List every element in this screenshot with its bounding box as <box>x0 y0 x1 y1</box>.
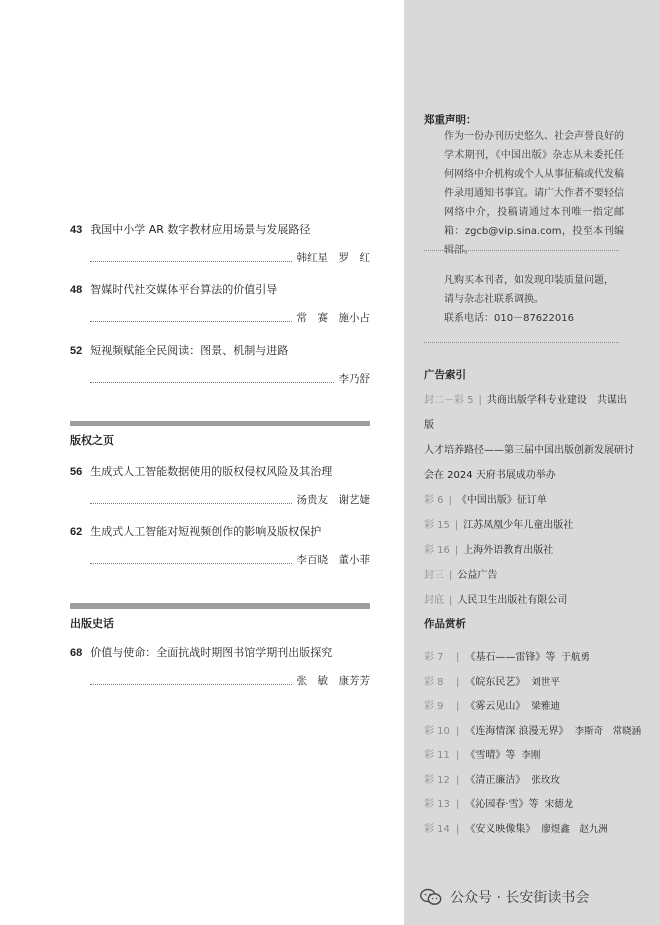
works-item[interactable]: 彩 8 | 《皖东民艺》 刘世平 <box>424 671 654 696</box>
section-title-history: 出版史话 <box>70 617 114 630</box>
works-artist: 李斯奇 常晓涵 <box>574 725 642 737</box>
watermark-text: 公众号 · 长安街读书会 <box>450 890 590 906</box>
dotted-divider <box>424 250 619 251</box>
watermark <box>420 884 589 910</box>
page-number: 68 <box>70 647 83 659</box>
article-authors: 韩红星 罗 红 <box>293 250 371 265</box>
article-title: 生成式人工智能对短视频创作的影响及版权保护 <box>90 525 322 538</box>
ad-text: 共商出版学科专业建设 共谋出版 <box>424 395 627 431</box>
ad-page-tag: 彩 16 <box>424 545 450 556</box>
ad-text: 公益广告 <box>457 570 498 581</box>
toc-entry-56[interactable] <box>70 463 370 507</box>
purchase-phone: 联系电话：010－87622016 <box>444 313 574 324</box>
works-item[interactable]: 彩 13 | 《沁园春·雪》等 宋德龙 <box>424 793 654 818</box>
works-page-tag: 彩 8 <box>424 676 444 688</box>
works-page-tag: 彩 10 <box>424 725 450 737</box>
ad-text: 上海外语教育出版社 <box>463 545 554 556</box>
works-page-tag: 彩 9 <box>424 701 444 712</box>
ad-entry[interactable]: 彩 6 | 《中国出版》征订单 <box>424 495 547 506</box>
ad-text: 江苏凤凰少年儿童出版社 <box>463 520 574 531</box>
works-item[interactable]: 彩 11 | 《雪晴》等 李刚 <box>424 744 654 769</box>
notice-heading: 郑重声明： <box>424 114 477 126</box>
ad-entry-continued: 人才培养路径——第三届中国出版创新发展研讨 <box>424 445 634 456</box>
works-page-tag: 彩 13 <box>424 799 450 810</box>
works-list <box>424 646 654 842</box>
works-page-tag: 彩 7 <box>424 652 444 663</box>
ad-text: 人民卫生出版社有限公司 <box>457 595 568 606</box>
article-authors: 常 赛 施小占 <box>293 310 371 325</box>
purchase-line-2: 请与杂志社联系调换。 <box>444 294 544 305</box>
article-title: 短视频赋能全民阅读：图景、机制与进路 <box>90 344 289 357</box>
works-item[interactable]: 彩 10 | 《连海情深 浪漫无界》 李斯奇 常晓涵 <box>424 720 654 745</box>
works-item[interactable]: 彩 12 | 《清正廉洁》 张玫玫 <box>424 769 654 794</box>
works-title: 《安义映像集》 <box>465 823 536 835</box>
works-item[interactable]: 彩 14 | 《安义映像集》 廖煜鑫 赵九洲 <box>424 818 654 843</box>
article-authors: 李乃舒 <box>335 371 371 386</box>
toc-entry-52[interactable] <box>70 342 370 386</box>
ad-entry[interactable]: 封二－彩 5 | 共商出版学科专业建设 共谋出版 <box>424 395 627 431</box>
section-title-copyright: 版权之页 <box>70 434 114 447</box>
toc-entry-68[interactable] <box>70 644 370 688</box>
works-page-tag: 彩 12 <box>424 774 450 786</box>
section-divider <box>70 603 370 609</box>
works-title: 《雾云见山》 <box>465 701 526 712</box>
works-title: 《雪晴》等 <box>465 750 516 761</box>
ad-entry[interactable]: 彩 16 | 上海外语教育出版社 <box>424 545 554 556</box>
works-artist: 张玫玫 <box>531 774 560 786</box>
page-number: 62 <box>70 526 83 538</box>
page-number: 43 <box>70 224 83 236</box>
page-number: 52 <box>70 345 83 357</box>
dotted-divider <box>424 342 619 343</box>
ad-entry[interactable]: 封底 | 人民卫生出版社有限公司 <box>424 595 568 606</box>
works-artist: 刘世平 <box>531 676 560 688</box>
works-title: 《皖东民艺》 <box>465 676 526 688</box>
ad-entry[interactable]: 封三 | 公益广告 <box>424 570 498 581</box>
works-title: 《沁园春·雪》等 <box>465 799 539 810</box>
ad-page-tag: 彩 6 <box>424 495 444 506</box>
page-number: 48 <box>70 284 83 296</box>
page-number: 56 <box>70 466 83 478</box>
article-authors: 汤贵友 谢艺婕 <box>293 492 371 507</box>
works-artist: 梁雅迪 <box>531 701 560 712</box>
works-artist: 于航勇 <box>561 652 590 663</box>
works-title: 《清正廉洁》 <box>465 774 526 786</box>
ad-page-tag: 封底 <box>424 595 444 606</box>
works-title: 《连海情深 浪漫无界》 <box>465 725 569 737</box>
ads-heading: 广告索引 <box>424 369 466 381</box>
toc-entry-62[interactable] <box>70 523 370 567</box>
works-artist: 宋德龙 <box>544 799 574 810</box>
ad-page-tag: 彩 15 <box>424 520 450 531</box>
purchase-line-1: 凡购买本刊者，如发现印装质量问题， <box>444 275 614 286</box>
article-title: 我国中小学 AR 数字教材应用场景与发展路径 <box>90 223 311 236</box>
ad-entry[interactable]: 彩 15 | 江苏凤凰少年儿童出版社 <box>424 520 574 531</box>
purchase-note <box>424 271 624 328</box>
works-item[interactable]: 彩 9 | 《雾云见山》 梁雅迪 <box>424 695 654 720</box>
article-title: 生成式人工智能数据使用的版权侵权风险及其治理 <box>90 465 333 478</box>
article-authors: 张 敏 康芳芳 <box>293 673 371 688</box>
section-divider <box>70 421 370 426</box>
ad-page-tag: 封三 <box>424 570 444 581</box>
works-item[interactable]: 彩 7 | 《基石——雷锋》等 于航勇 <box>424 646 654 671</box>
works-heading: 作品赏析 <box>424 618 466 630</box>
ad-entry-continued: 会在 2024 天府书展成功举办 <box>424 470 556 481</box>
works-artist: 廖煜鑫 赵九洲 <box>541 823 608 835</box>
wechat-icon <box>420 888 442 906</box>
works-page-tag: 彩 11 <box>424 750 450 761</box>
notice-body <box>424 127 624 260</box>
ad-text: 《中国出版》征订单 <box>456 495 547 506</box>
article-title: 智媒时代社交媒体平台算法的价值引导 <box>90 283 278 296</box>
ad-page-tag: 封二－彩 5 <box>424 395 474 406</box>
works-page-tag: 彩 14 <box>424 823 450 835</box>
works-artist: 李刚 <box>521 750 541 761</box>
ads-list <box>424 388 634 613</box>
toc-entry-48[interactable] <box>70 281 370 325</box>
dot-leader <box>90 382 370 383</box>
toc-entry-43[interactable] <box>70 221 370 265</box>
works-title: 《基石——雷锋》等 <box>465 652 556 663</box>
notice-text: 作为一份办刊历史悠久、社会声誉良好的学术期刊，《中国出版》杂志从未委托任何网络中介机构或个人从事征稿或代发稿件录用通知书事宜。请广大作者不要轻信网络中介，投稿请通过本刊唯一指定邮箱：zgcb@vip.sina.com，投至本刊编辑部。 <box>444 131 624 256</box>
article-title: 价值与使命：全面抗战时期图书馆学期刊出版探究 <box>90 646 333 659</box>
article-authors: 李百晓 董小菲 <box>293 552 371 567</box>
